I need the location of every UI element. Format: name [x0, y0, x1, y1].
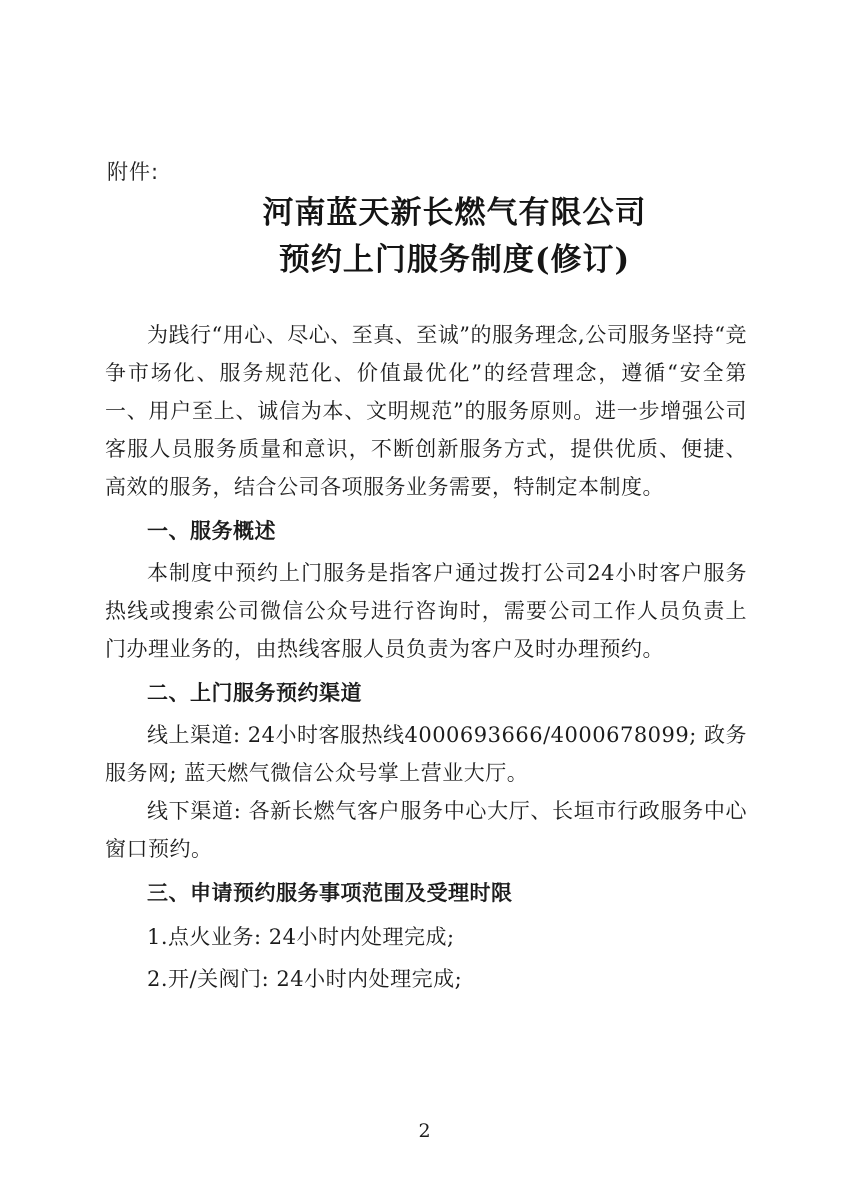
- section-heading-overview: 一、服务概述: [147, 519, 276, 543]
- section-heading-channels: 二、上门服务预约渠道: [147, 681, 362, 705]
- offline-channels-paragraph: 线下渠道: 各新长燃气客户服务中心大厅、长垣市行政服务中心窗口预约。: [105, 799, 747, 861]
- online-channels-paragraph: 线上渠道: 24小时客服热线4000693666/4000678099; 政务服务网; 蓝天燃气微信公众号掌上营业大厅。: [105, 723, 748, 785]
- intro-paragraph: 为践行“用心、尽心、至真、至诚”的服务理念,公司服务坚持“竞争市场化、服务规范化、价值最优化”的经营理念，遵循“安全第一、用户至上、诚信为本、文明规范”的服务原则。进一步增强公司客服人员服务质量和意识，不断创新服务方式，提供优质、便捷、高效的服务，结合公司各项服务业务需要，特制定本制度。: [105, 323, 747, 499]
- page-number: 2: [418, 1120, 431, 1142]
- document-body: [105, 316, 747, 1000]
- section-heading-scope: 三、申请预约服务事项范围及受理时限: [147, 881, 513, 905]
- list-item: 1.点火业务: 24小时内处理完成;: [147, 925, 455, 949]
- overview-paragraph: 本制度中预约上门服务是指客户通过拨打公司24小时客户服务热线或搜索公司微信公众号进行咨询时，需要公司工作人员负责上门办理业务的，由热线客服人员负责为客户及时办理预约。: [105, 561, 747, 661]
- document-title-line-2: 预约上门服务制度(修订): [278, 242, 631, 278]
- document-title-line-1: 河南蓝天新长燃气有限公司: [262, 195, 647, 231]
- list-item: 2.开/关阀门: 24小时内处理完成;: [147, 967, 463, 991]
- attachment-label: 附件:: [107, 160, 160, 184]
